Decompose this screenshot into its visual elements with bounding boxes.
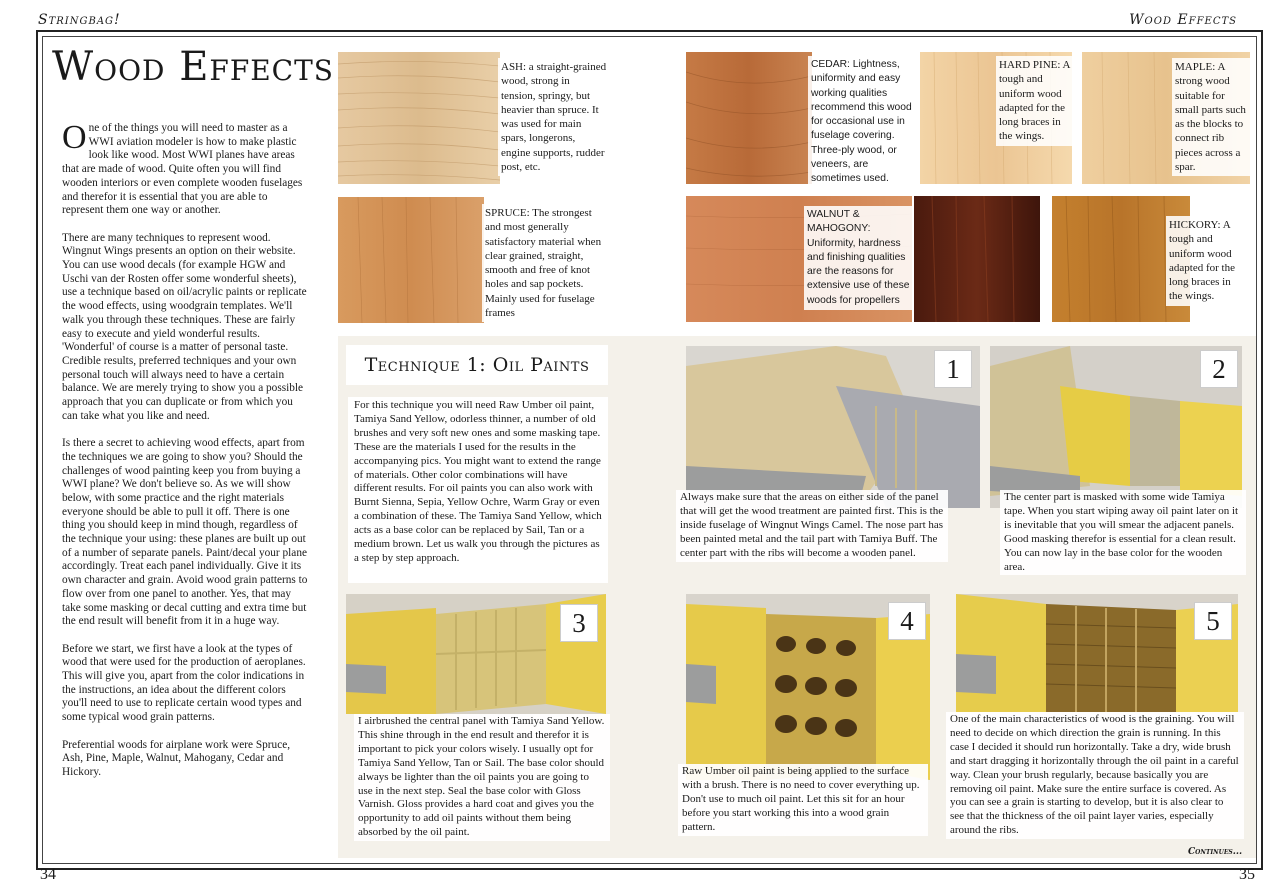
technique-title-box <box>346 345 608 385</box>
technique-body: For this technique you will need Raw Umber oil paint, Tamiya Sand Yellow, odorless thinner, a number of old brushes and very soft new ones and some masking tape. These are the materials I used for the results in the accompanying pics. You might want to extend the range of materials. Other color combinations will have different results. For oil paints you can also work with Burnt Sienna, Sepia, Yellow Ochre, Warm Gray or even a combination of these. The Tamiya Sand Yellow, which acts as a base color can be replaced by Sail, Tan or a medium brown. Let us walk you through the pictures as a step by step approach. <box>348 397 608 583</box>
step-1-caption: Always make sure that the areas on either side of the panel that will get the wood treatment are painted first. This is the inside fuselage of Wingnut Wings Camel. The nose part has been painted metal and the tail part with Tamiya Buff. The center part with the ribs will become a wooden panel. <box>676 490 948 562</box>
dark-walnut-wood-sample <box>914 196 1040 322</box>
technique-title: Technique 1: Oil Paints <box>364 354 590 376</box>
step-1-number: 1 <box>934 350 972 388</box>
step-2-number: 2 <box>1200 350 1238 388</box>
step-5-photo <box>956 594 1238 712</box>
intro-paragraph-2: There are many techniques to represent wood. Wingnut Wings presents an option on their website. You can use wood decals (for example HGW and Uschi van der Rosten offer some wonderful sheets), use a technique based on oil/acrylic paints or replicate the wood effects, using woodgrain templates. We'll walk you through these techniques. These are fairly easy to execute and yield wonderful results. 'Wonderful' of course is a matter of personal taste. Credible results, preferred techniques and your own personal touch will always need to have a certain balance. We are merely trying to show you a possible approach that you can duplicate or from which you can take what you like and need. <box>62 231 307 422</box>
ash-label: ASH: a straight-grained wood, strong in tension, springy, but heavier than spruce. It was used for main spars, longerons, engine supports, rudder post, etc. <box>498 58 610 176</box>
step-5-caption: One of the main characteristics of wood is the graining. You will need to decide on which direction the grain is running. In this case I decided it should run horizontally. Take a dry, wide brush and start dragging it horizontally through the oil paint in a careful way. Clean your brush regularly, because basically you are removing oil paint. Make sure the entire surface is covered. As you can see a grain is starting to develop, but it is also clear to see that the thickness of the oil paint layer varies, especially around the ribs. <box>946 712 1244 839</box>
walnut-mahogony-label: WALNUT & MAHOGONY: Uniformity, hardness and finishing qualities are the reasons for extensive use of these woods for propellers <box>804 206 920 310</box>
intro-column <box>62 119 310 793</box>
intro-paragraph-4: Before we start, we first have a look at the types of wood that were used for the production of aeroplanes. This will give you, apart from the color indications in the instructions, an idea about the different colors you'll need to use to replicate certain wood types and some typical wood grain patterns. <box>62 642 306 724</box>
intro-paragraph-3: Is there a secret to achieving wood effects, apart from the techniques we are going to show you? Should the challenges of wood painting keep you from buying a WWI plane? We don't believe so. As we will show below, with some practice and the right materials everyone should be able to pull it off. There is one thing you should keep in mind though, regardless of the technique your using: these planes are built up out of a number of separate panels. Paint/decal your plane accordingly. Treat each panel individually. Give it its own character and grain. Avoid wood grain patterns to flow over from one panel to another. Yes, that may take some masking or decal cutting and extra time but the end result will benefit from it in a huge way. <box>62 437 308 628</box>
hard-pine-label: HARD PINE: A tough and uniform wood adapted for the long braces in the wings. <box>996 56 1076 146</box>
step-4-photo <box>686 594 930 780</box>
section-name: Wood Effects <box>1129 12 1237 28</box>
spruce-label: SPRUCE: The strongest and most generally satisfactory material when clear grained, straight, smooth and free of knot holes and sap pockets. Mainly used for fuselage frames <box>482 204 608 322</box>
step-3-caption: I airbrushed the central panel with Tamiya Sand Yellow. This shine through in the end result and therefor it is important to pick your colors wisely. I usually opt for Tamiya Sand Yellow, Tan or Sail. The base color should always be lighter than the oil paints you are going to use in the next step. Seal the base color with Gloss Varnish. Gloss provides a hard coat and gives you the opportunity to add oil paints without them being absorbed by the oil paint. <box>354 714 610 841</box>
spruce-wood-sample <box>338 197 484 323</box>
step-4-caption: Raw Umber oil paint is being applied to the surface with a brush. There is no need to cover everything up. Don't use to much oil paint. Let this sit for an hour before you start working this into a wood grain pattern. <box>678 764 928 836</box>
step-3-number: 3 <box>560 604 598 642</box>
step-4-number: 4 <box>888 602 926 640</box>
step-2-caption: The center part is masked with some wide Tamiya tape. When you start wiping away oil paint later on it is inevitable that you will smear the adjacent panels. Good masking therefor is essential for a clean result. You can now lay in the base color for the wooden area. <box>1000 490 1246 575</box>
cedar-wood-sample <box>686 52 812 184</box>
maple-label: MAPLE: A strong wood suitable for small parts such as the blocks to connect rib pieces across a spar. <box>1172 58 1252 176</box>
step-2-photo <box>990 346 1242 508</box>
hickory-label: HICKORY: A tough and uniform wood adapted for the long braces in the wings. <box>1166 216 1246 306</box>
continues-note: Continues... <box>1188 847 1243 857</box>
magazine-name: Stringbag! <box>38 12 121 28</box>
page-number-left: 34 <box>40 866 56 883</box>
intro-paragraph-5: Preferential woods for airplane work were Spruce, Ash, Pine, Maple, Walnut, Mahogany, Cedar and Hickory. <box>62 738 291 778</box>
page-number-right: 35 <box>1239 866 1255 883</box>
intro-paragraph-1: One of the things you will need to master as a WWI aviation modeler is how to make plastic look like wood. Most WWI planes have areas that are made of wood. Quite often you will find wooden interiors or even complete wooden fuselages and therefor it is essential that you are able to represent them one way or another. <box>62 119 303 217</box>
ash-wood-sample <box>338 52 500 184</box>
dropcap: O <box>62 119 87 156</box>
step-3-photo <box>346 594 606 714</box>
cedar-label: CEDAR: Lightness, uniformity and easy working qualities recommend this wood for occasional use in fuselage covering. Three-ply wood, or veneers, are sometimes used. <box>808 56 916 189</box>
step-5-number: 5 <box>1194 602 1232 640</box>
page-title: Wood Effects <box>52 44 334 90</box>
step-1-photo <box>686 346 980 508</box>
